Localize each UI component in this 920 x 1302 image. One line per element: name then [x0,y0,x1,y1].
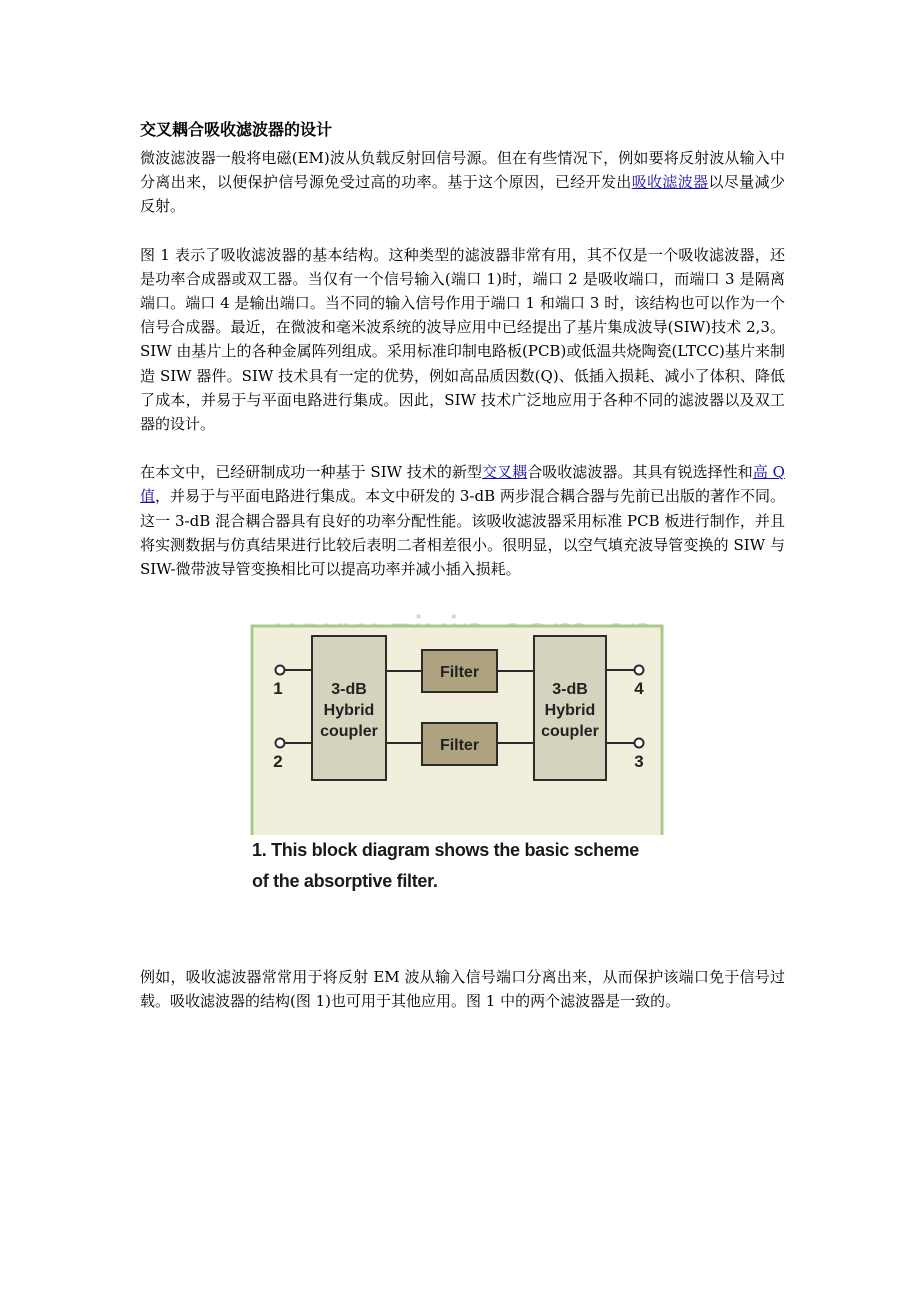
paragraph-siw-part3: ，并易于与平面电路进行集成。本文中研发的 3-dB 两步混合耦合器与先前已出版的著作不同。这一 3-dB 混合耦合器具有良好的功率分配性能。该吸收滤波器采用标准 PCB 板进行制作，并且将实测数据与仿真结果进行比较后表明二者相差很小。很明显，以空气填充波导管变换的 SIW 与 SIW-微带波导管变换相比可以提高功率并减小插入损耗。 [140,487,785,579]
figure-caption [252,835,639,897]
high-q-link[interactable]: 高 Q 值 [140,463,785,506]
cross-coupling-link[interactable]: 交叉耦 [482,463,528,482]
port4-terminal [635,666,644,675]
filter-bottom-label: Filter [439,737,480,755]
document-body [140,118,785,1038]
figure-1 [140,605,785,935]
right-coupler-label-2: Hybrid [544,702,596,720]
paragraph-siw-part2: 合吸收滤波器。其具有锐选择性和 [527,463,753,482]
paragraph-siw [140,460,785,581]
port2-terminal [276,739,285,748]
right-coupler-label-3: coupler [541,723,599,741]
left-coupler-label-2: Hybrid [323,702,375,720]
paragraph-structure: 图 1 表示了吸收滤波器的基本结构。这种类型的滤波器非常有用，其不仅是一个吸收滤波器，还是功率合成器或双工器。当仅有一个信号输入(端口 1)时，端口 2 是吸收端口，而端口 3 是隔离端口。端口 4 是输出端口。当不同的输入信号作用于端口 1 和端口 3 时，该结构也可以作为一个信号合成器。最近，在微波和毫米波系统的波导应用中已经提出了基片集成波导(SIW)技术 2,3。SIW 由基片上的各种金属阵列组成。采用标准印制电路板(PCB)或低温共烧陶瓷(LTCC)基片来制造 SIW 器件。SIW 技术具有一定的优势，例如高品质因数(Q)、低插入损耗、减小了体积、降低了成本，并易于与平面电路进行集成。因此，SIW 技术广泛地应用于各种不同的滤波器以及双工器的设计。 [140,245,785,434]
paragraph-example: 例如，吸收滤波器常常用于将反射 EM 波从输入信号端口分离出来，从而保护该端口免于信号过载。吸收滤波器的结构(图 1)也可用于其他应用。图 1 中的两个滤波器是一致的。 [140,968,785,1011]
port1-terminal [276,666,285,675]
absorptive-filter-link[interactable]: 吸收滤波器 [631,173,709,192]
right-coupler-label-1: 3-dB [552,681,588,699]
document-title: 交叉耦合吸收滤波器的设计 [140,120,333,139]
caption-line-1: 1. This block diagram shows the basic scheme [252,840,639,861]
paragraph-intro-text: 微波滤波器一般将电磁(EM)波从负载反射回信号源。但在有些情况下，例如要将反射波从输入中分离出来，以便保护信号源免受过高的功率。基于这个原因，已经开发出 [140,149,785,192]
left-coupler-label-1: 3-dB [331,681,367,699]
port3-label: 3 [634,752,644,772]
port3-terminal [635,739,644,748]
port2-label: 2 [273,752,283,772]
port4-label: 4 [634,679,644,699]
block-diagram [140,605,785,835]
paragraph-intro [140,146,785,219]
filter-top-label: Filter [439,664,480,682]
port1-label: 1 [273,679,283,699]
caption-line-2: of the absorptive filter. [252,871,438,892]
paragraph-intro-tail: 以尽量减少反射。 [140,173,785,216]
left-coupler-label-3: coupler [320,723,378,741]
paragraph-siw-part1: 在本文中，已经研制成功一种基于 SIW 技术的新型 [140,463,483,482]
